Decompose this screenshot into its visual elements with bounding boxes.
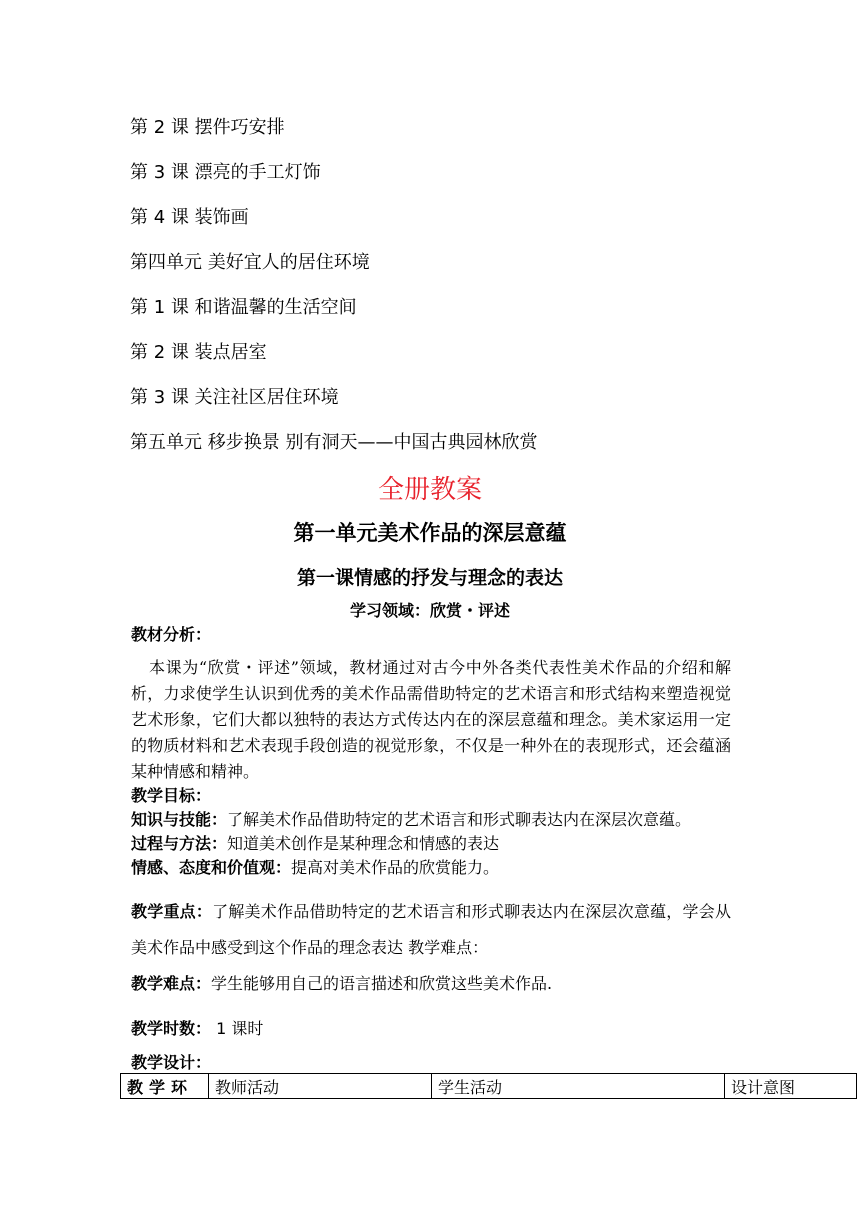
- key-points-text: 了解美术作品借助特定的艺术语言和形式聊表达内在深层次意蕴，学会从美术作品中感受到这个作品的理念表达 教学难点：: [131, 902, 731, 957]
- process-text: 知道美术创作是某种理念和情感的表达: [227, 834, 500, 853]
- teaching-hours: [131, 1017, 731, 1041]
- toc-item: 第 3 课 漂亮的手工灯饰: [130, 162, 321, 183]
- emotion-label: 情感、态度和价值观：: [131, 858, 292, 877]
- goals-label: 教学目标：: [131, 786, 212, 805]
- analysis-label: [131, 623, 731, 647]
- header-stage: 教学环: [121, 1074, 209, 1099]
- toc-item: 第 2 课 装点居室: [130, 342, 267, 363]
- design-table: [120, 1073, 857, 1099]
- header-intent: 设计意图: [725, 1074, 857, 1099]
- knowledge-label: 知识与技能：: [131, 810, 228, 829]
- lesson-title: 第一课情感的抒发与理念的表达: [296, 567, 563, 589]
- table-header-row: [121, 1074, 857, 1099]
- design-label-text: 教学设计：: [131, 1053, 212, 1072]
- hours-text: 1 课时: [216, 1019, 264, 1038]
- design-label: [131, 1051, 731, 1075]
- difficulty-label: 教学难点：: [131, 974, 212, 993]
- difficulty: [131, 972, 731, 996]
- toc-item: 第五单元 移步换景 别有洞天——中国古典园林欣赏: [130, 432, 538, 453]
- toc-item: 第 4 课 装饰画: [130, 207, 249, 228]
- toc-item: 第 1 课 和谐温馨的生活空间: [130, 297, 357, 318]
- toc-item: 第四单元 美好宜人的居住环境: [130, 252, 370, 273]
- key-points: [131, 894, 731, 966]
- knowledge-text: 了解美术作品借助特定的艺术语言和形式聊表达内在深层次意蕴。: [227, 810, 692, 829]
- hours-label: 教学时数：: [131, 1019, 212, 1038]
- unit-title: 第一单元美术作品的深层意蕴: [293, 521, 567, 545]
- toc-item: 第 2 课 摆件巧安排: [130, 117, 285, 138]
- header-teacher: 教师活动: [209, 1074, 432, 1099]
- toc-item: 第 3 课 关注社区居住环境: [130, 387, 339, 408]
- analysis-label-text: 教材分析：: [131, 625, 212, 644]
- goals-section: [131, 784, 731, 880]
- header-student: 学生活动: [432, 1074, 725, 1099]
- emotion-text: 提高对美术作品的欣赏能力。: [291, 858, 500, 877]
- analysis-paragraph: 本课为“欣赏・评述”领域，教材通过对古今中外各类代表性美术作品的介绍和解析，力求使学生认识到优秀的美术作品需借助特定的艺术语言和形式结构来塑造视觉艺术形象，它们大都以独特的表达方式传达内在的深层意蕴和理念。美术家运用一定的物质材料和艺术表现手段创造的视觉形象，不仅是一种外在的表现形式，还会蕴涵某种情感和精神。: [131, 658, 731, 781]
- process-label: 过程与方法：: [131, 834, 228, 853]
- difficulty-text: 学生能够用自己的语言描述和欣赏这些美术作品.: [211, 974, 553, 993]
- document-title: 全册教案: [377, 475, 482, 505]
- learning-domain: 学习领域：欣赏・评述: [349, 601, 510, 620]
- key-points-label: 教学重点：: [131, 902, 213, 921]
